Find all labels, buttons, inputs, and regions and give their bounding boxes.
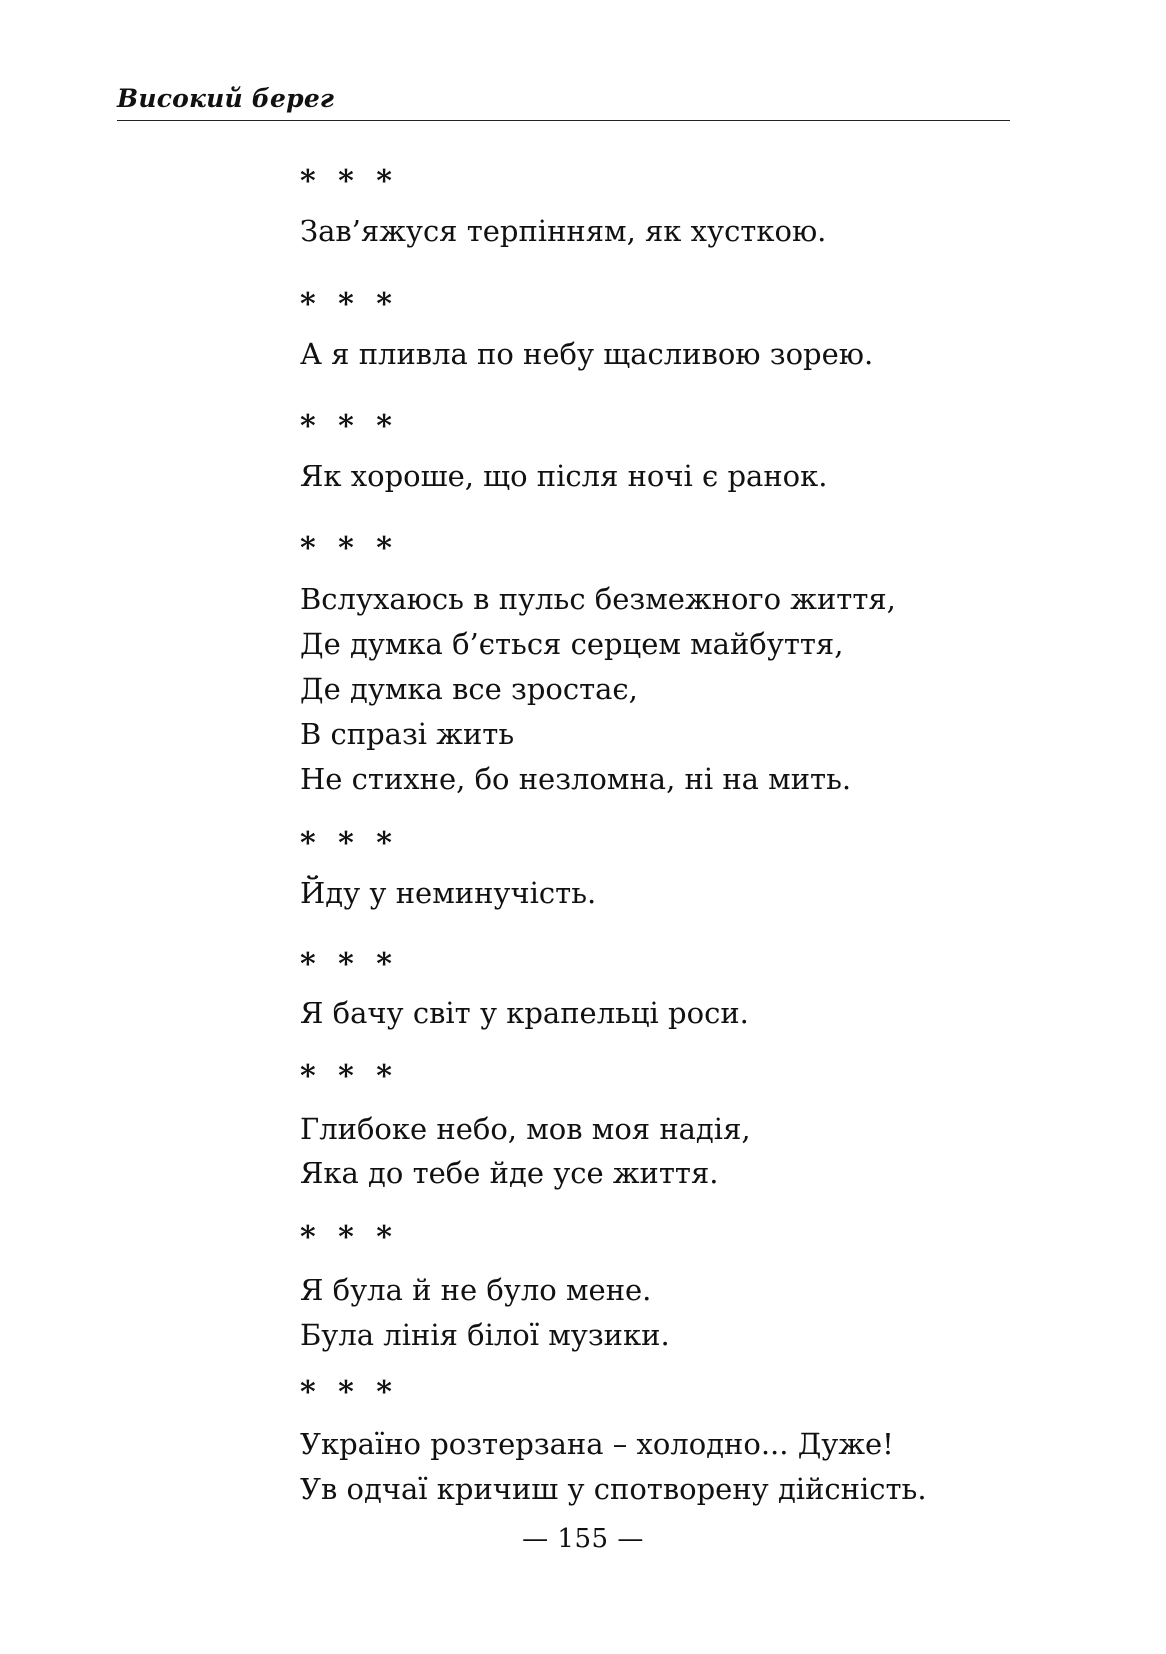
poem-line: В спразі жить — [300, 717, 515, 751]
poem-line: Ув одчаї кричиш у спотворену дійсність. — [300, 1472, 927, 1506]
section-separator: * * * — [300, 409, 398, 444]
poem-line: Як хороше, що після ночі є ранок. — [300, 459, 828, 493]
poem-line: Україно розтерзана – холодно... Дуже! — [300, 1427, 894, 1461]
section-separator: * * * — [300, 1220, 398, 1255]
poem-line: Глибоке небо, мов моя надія, — [300, 1112, 751, 1146]
running-header-title: Високий берег — [117, 84, 335, 113]
poem-line: Я бачу світ у крапельці роси. — [300, 996, 749, 1030]
poem-line: Яка до тебе йде усе життя. — [300, 1156, 719, 1190]
poem-line: А я пливла по небу щасливою зорею. — [300, 337, 874, 371]
poem-line: Не стихне, бо незломна, ні на мить. — [300, 762, 852, 796]
section-separator: * * * — [300, 164, 398, 199]
poem-line: Вслухаюсь в пульс безмежного життя, — [300, 582, 896, 616]
running-header — [117, 80, 1010, 121]
poem-line: Я була й не було мене. — [300, 1273, 652, 1307]
section-separator: * * * — [300, 947, 398, 982]
section-separator: * * * — [300, 826, 398, 861]
section-separator: * * * — [300, 531, 398, 566]
section-separator: * * * — [300, 287, 398, 322]
page-number: — 155 — — [522, 1524, 644, 1554]
section-separator: * * * — [300, 1375, 398, 1410]
poem-line: Була лінія білої музики. — [300, 1318, 670, 1352]
poem-line: Йду у неминучість. — [300, 876, 597, 910]
poem-line: Де думка все зростає, — [300, 672, 638, 706]
section-separator: * * * — [300, 1059, 398, 1094]
poem-line: Де думка б’ється серцем майбуття, — [300, 627, 844, 661]
poem-line: Зав’яжуся терпінням, як хусткою. — [300, 214, 827, 248]
